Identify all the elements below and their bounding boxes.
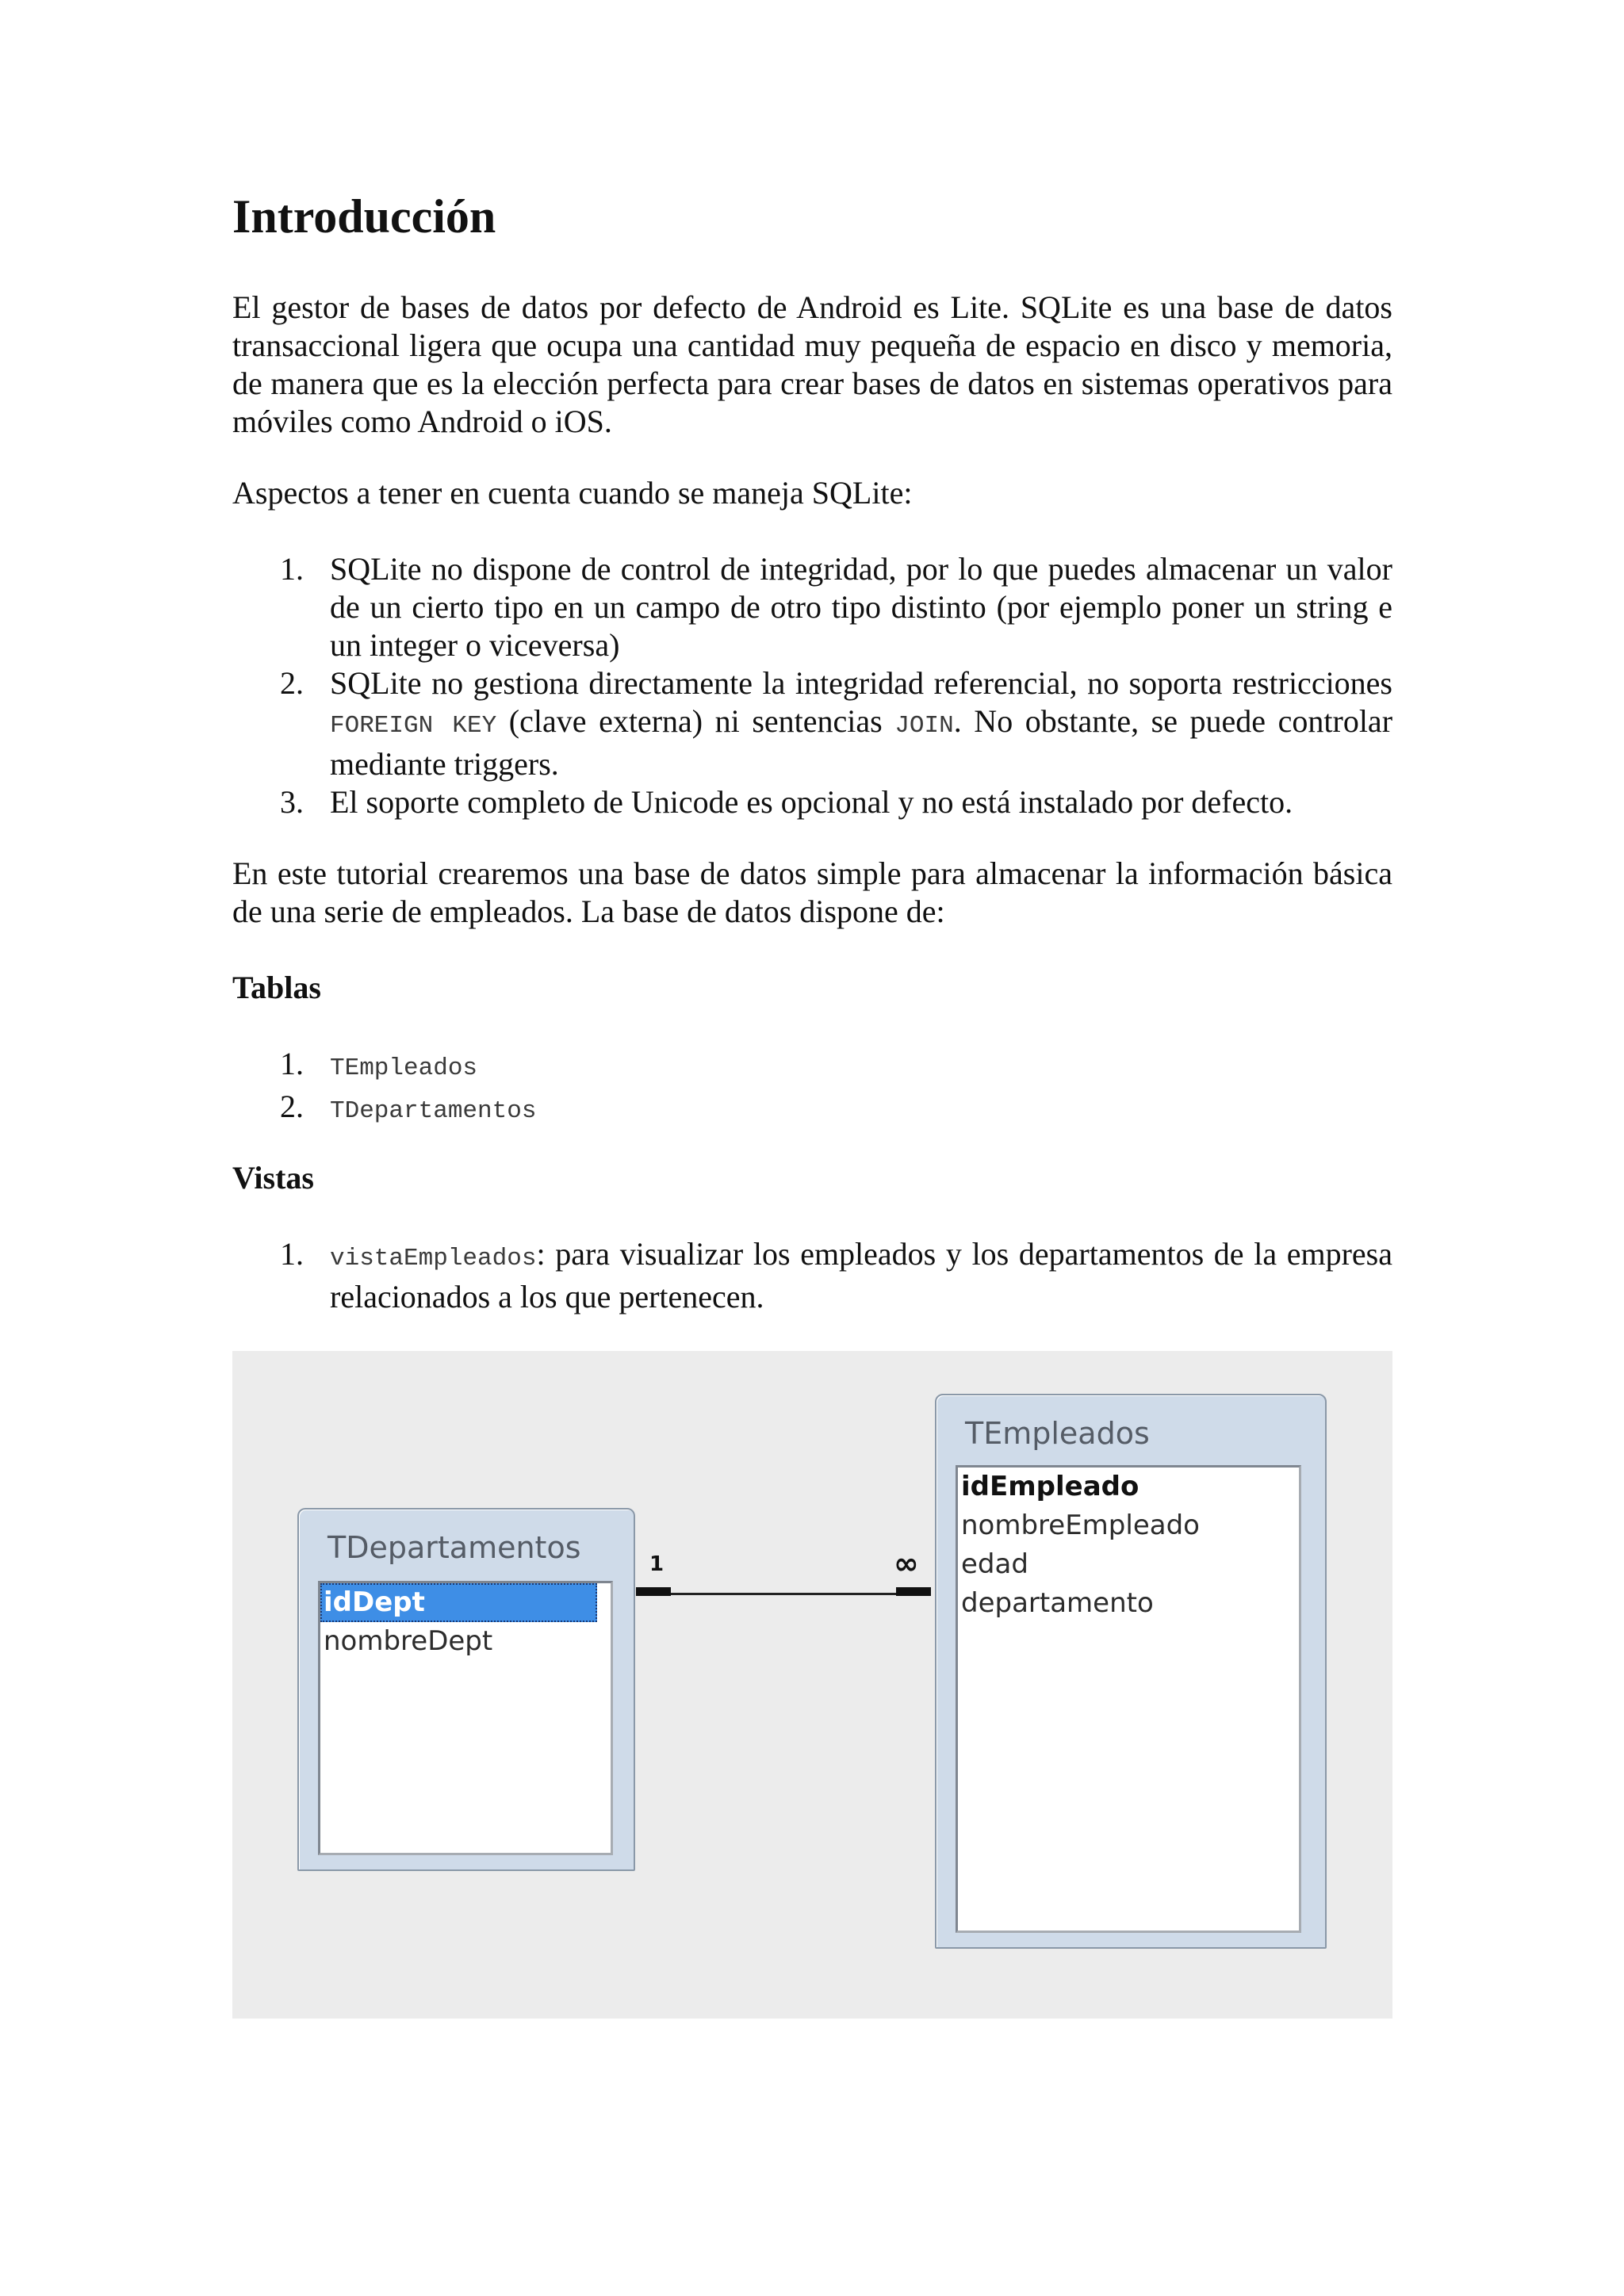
list-item-text-after: . No obstante, se puede controlar mediante triggers.	[330, 703, 1393, 782]
field-idempleado[interactable]: idEmpleado	[961, 1471, 1139, 1502]
table-title: TDepartamentos	[327, 1530, 581, 1565]
er-diagram	[232, 1351, 1392, 2019]
list-item	[232, 664, 1392, 783]
relationship-one-label: 1	[649, 1552, 665, 1576]
views-list	[232, 1235, 1392, 1316]
list-number: 1.	[280, 1046, 304, 1081]
list-number: 3.	[280, 784, 304, 820]
aspects-list	[232, 550, 1392, 821]
table-name: TDepartamentos	[330, 1097, 537, 1125]
list-item	[232, 783, 1392, 821]
view-description: : para visualizar los empleados y los departamentos de la empresa relacionados a los que pertenecen.	[330, 1236, 1392, 1314]
list-item-text: SQLite no dispone de control de integridad, por lo que puedes almacenar un valor de un cierto tipo en un campo de otro tipo distinto (por ejemplo poner un string e un integer o viceversa)	[330, 551, 1392, 663]
tables-heading: Tablas	[232, 970, 321, 1005]
code-foreign-key: FOREIGN KEY	[330, 712, 497, 740]
page-title: Introducción	[232, 190, 496, 243]
table-box-tdepartamentos	[297, 1508, 635, 1871]
view-name: vistaEmpleados	[330, 1245, 537, 1272]
list-item	[232, 1235, 1392, 1316]
list-item-text: El soporte completo de Unicode es opcional y no está instalado por defecto.	[330, 784, 1293, 820]
list-item	[232, 550, 1392, 664]
list-item-text-middle: (clave externa) ni sentencias	[496, 703, 895, 739]
table-field-list	[956, 1465, 1301, 1933]
list-number: 2.	[280, 1089, 304, 1124]
field-departamento[interactable]: departamento	[961, 1587, 1154, 1619]
list-item	[232, 1088, 1392, 1131]
table-field-list	[318, 1581, 613, 1855]
table-title: TEmpleados	[965, 1416, 1150, 1451]
field-nombreempleado[interactable]: nombreEmpleado	[961, 1510, 1200, 1541]
tables-list	[232, 1045, 1392, 1131]
relationship-end-many	[896, 1587, 931, 1596]
table-name: TEmpleados	[330, 1054, 478, 1082]
relationship-line	[636, 1593, 896, 1595]
list-item-text-before: SQLite no gestiona directamente la integridad referencial, no soporta restricciones	[330, 665, 1392, 701]
aspects-intro: Aspectos a tener en cuenta cuando se maneja SQLite:	[232, 475, 913, 511]
intro-paragraph: El gestor de bases de datos por defecto de Android es Lite. SQLite es una base de datos transaccional ligera que ocupa una cantidad muy pequeña de espacio en disco y memoria, de manera que es la elección perfecta para crear bases de datos en sistemas operativos para móviles como Android o iOS.	[232, 289, 1392, 439]
field-iddept[interactable]: idDept	[320, 1583, 597, 1622]
code-join: JOIN	[894, 712, 954, 740]
field-nombredept[interactable]: nombreDept	[324, 1625, 493, 1657]
list-number: 1.	[280, 551, 304, 587]
tutorial-paragraph: En este tutorial crearemos una base de datos simple para almacenar la información básica de una serie de empleados. La base de datos dispone de:	[232, 855, 1392, 929]
list-number: 2.	[280, 665, 304, 701]
table-box-templeados	[935, 1394, 1327, 1949]
views-heading: Vistas	[232, 1160, 314, 1196]
field-edad[interactable]: edad	[961, 1548, 1028, 1580]
list-number: 1.	[280, 1236, 304, 1272]
relationship-end-one	[636, 1587, 671, 1596]
relationship-many-label: ∞	[894, 1546, 919, 1581]
list-item	[232, 1045, 1392, 1088]
